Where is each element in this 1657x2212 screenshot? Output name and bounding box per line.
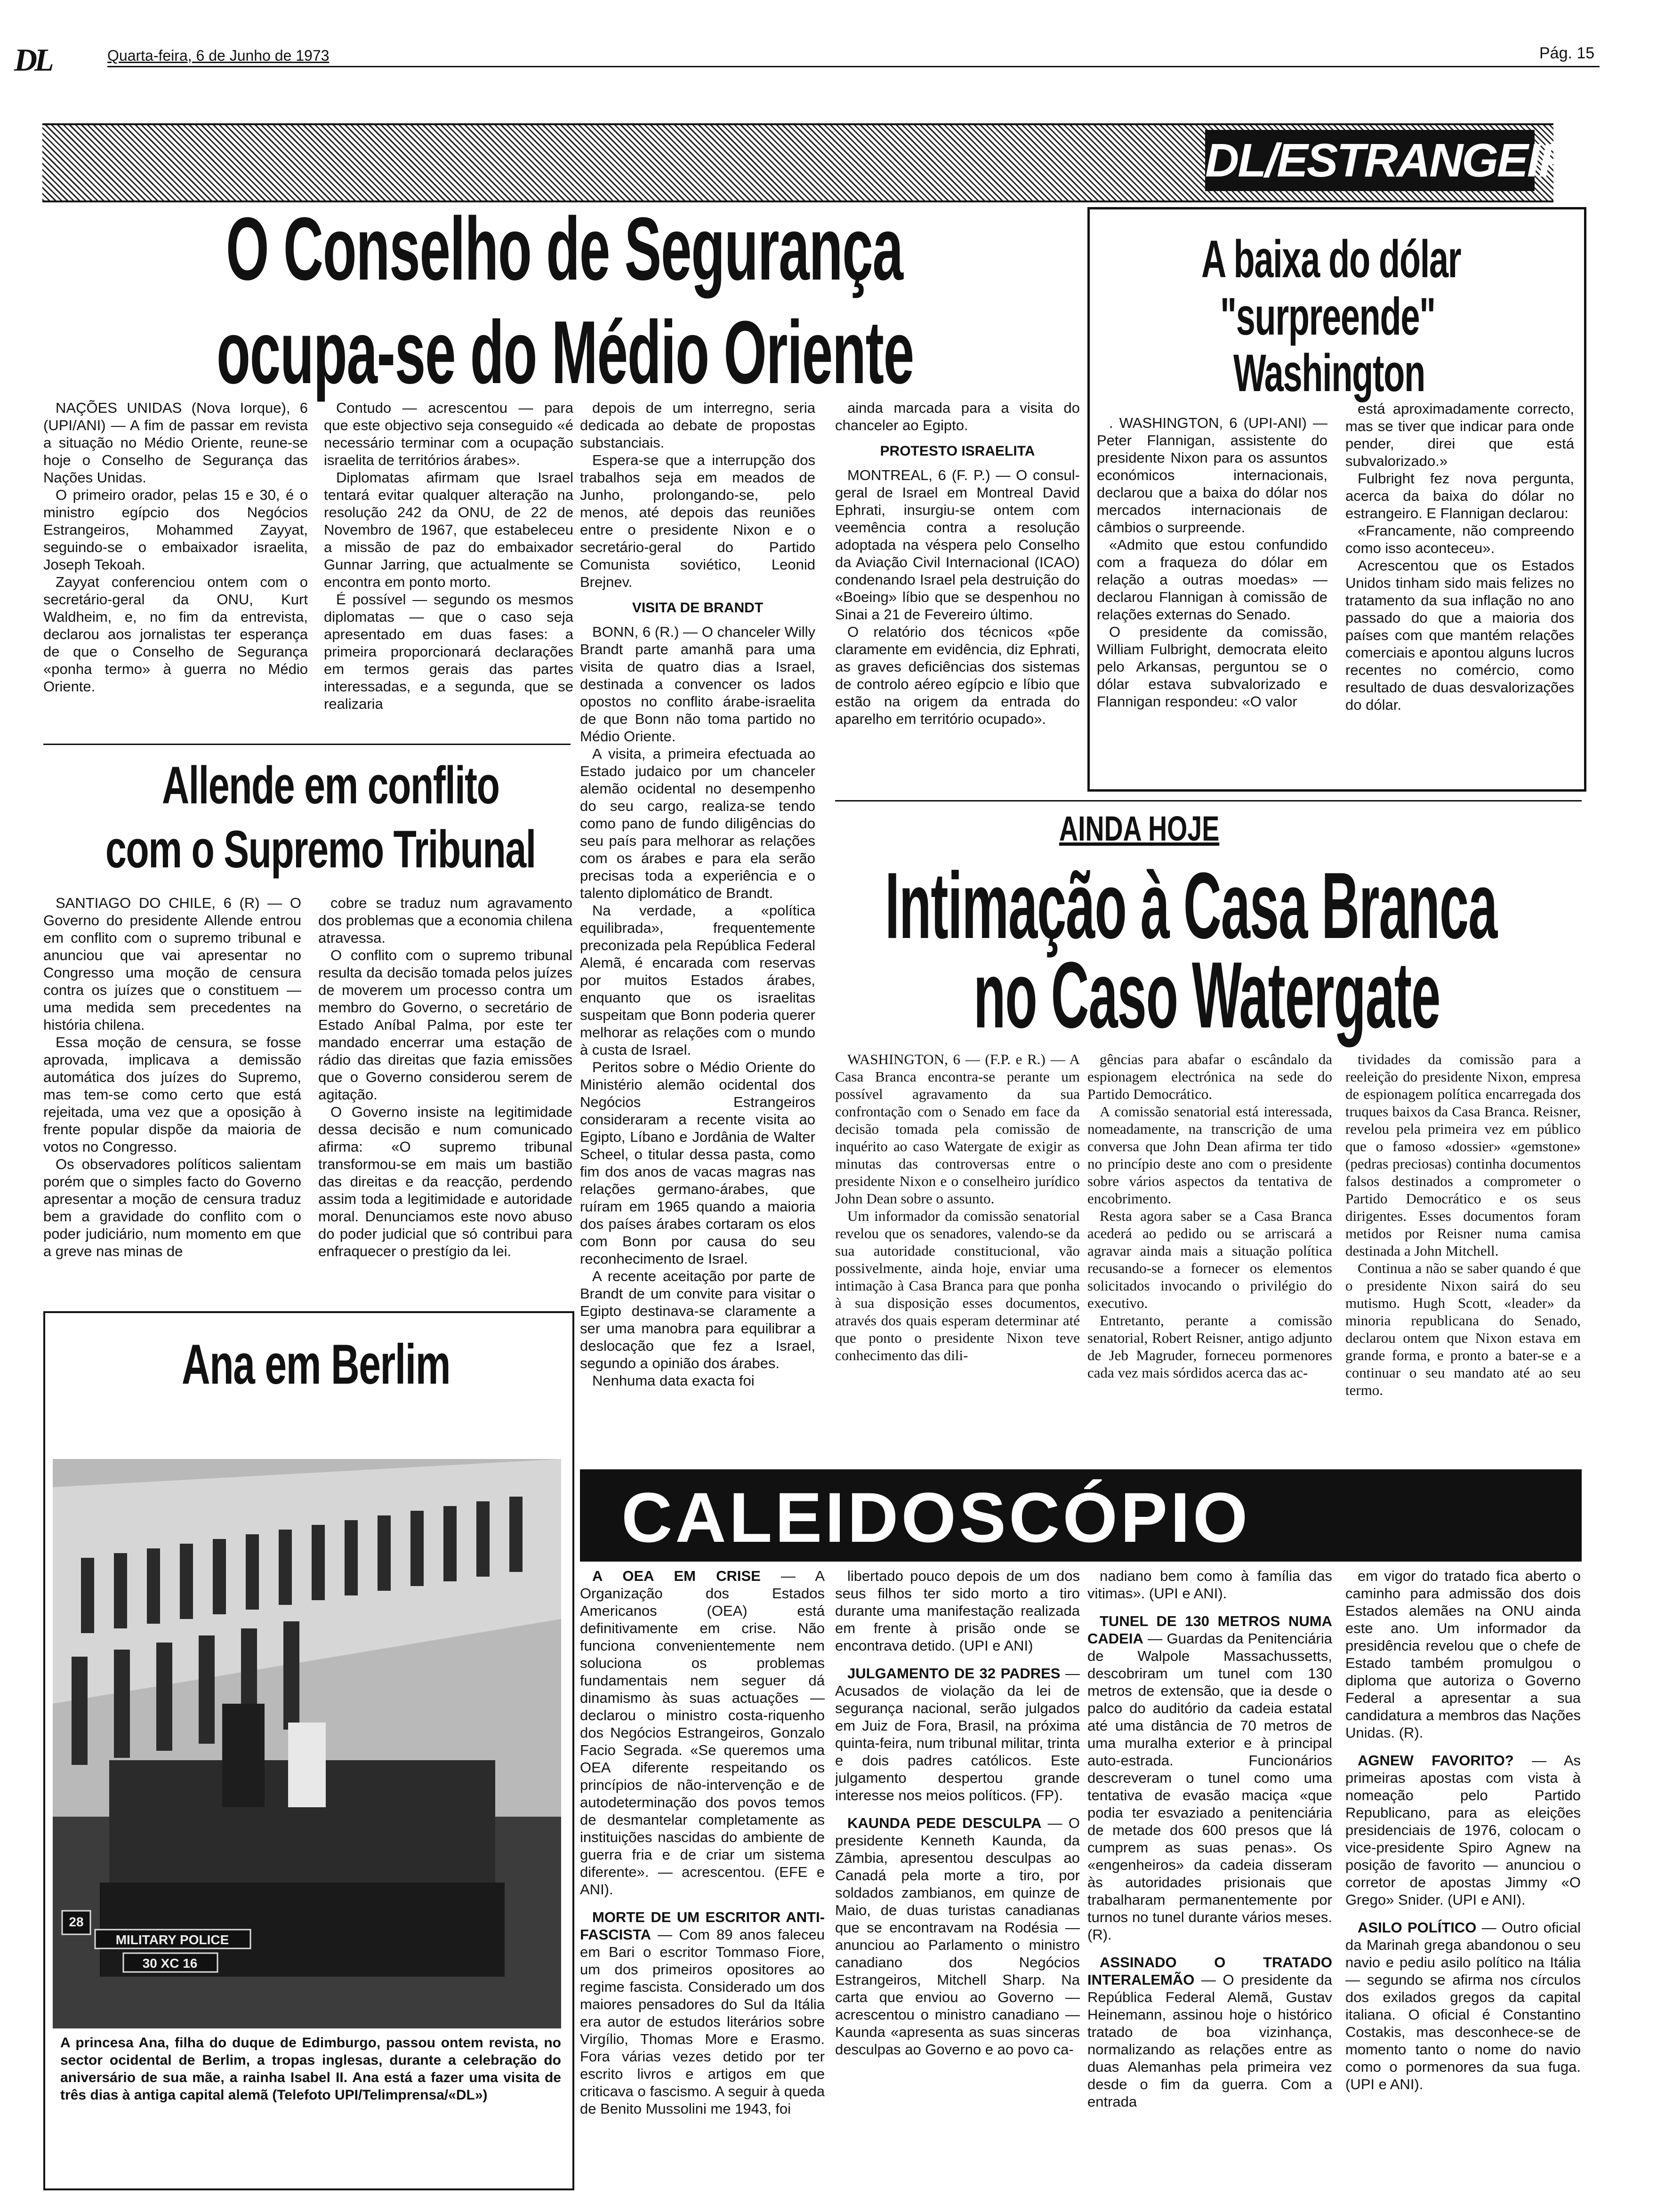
watergate-title-1: Intimação à Casa Branca [885, 853, 1497, 958]
cal-item-head: A OEA EM CRISE [592, 1568, 761, 1584]
watergate-rule [835, 800, 1582, 801]
cal-item-text: em vigor do tratado fica aberto o caminho para admissão dos dois Estados alemães na ONU ainda este ano. Um informador da presidência revelou que o chefe de Estado também promulgou o diploma que autoriza o Governo Federal a apresentar a sua candidatura a membros das Nações Unidas. (R). [1345, 1568, 1581, 1741]
plate-military-police: MILITARY POLICE [115, 1932, 229, 1947]
ana-caption [60, 2034, 561, 2180]
dolar-title-2: "surpreende" [1220, 287, 1435, 346]
caleidoscopio-title: CALEIDOSCÓPIO [621, 1478, 1251, 1557]
cal-item [1087, 1567, 1332, 1602]
paragraph: Os observadores políticos salientam porém que o simples facto do Governo apresentar a moção de censura traduz bem a gravidade do conflito com o poder judiciário, num momento em que a greve nas minas de [43, 1156, 301, 1259]
cal-item-text: — O presidente Kenneth Kaunda, da Zâmbia, apresentou desculpas ao Canadá pela morte a tiro, por soldados zambianos, em quinze de Maio, de duas turistas canadianas que se encontravam na Rodésia — anunciou ao Parlamento o ministro canadiano dos Negócios Estrangeiros, Mitchell Sharp. Na carta que enviou ao Governo — acrescentou o ministro canadiano — Kaunda «apresenta as suas sinceras desculpas ao Governo e ao povo ca- [835, 1815, 1080, 2058]
paragraph: . WASHINGTON, 6 (UPI-ANI) — Peter Flannigan, assistente do presidente Nixon para os assuntos económicos internacionais, declarou que a baixa do dólar nos mercados internacionais de câmbios o surpreende. [1097, 415, 1327, 536]
plate-side: 28 [69, 1915, 84, 1929]
paragraph: «Admito que estou confundido com a fraqueza do dólar em relação a outras moedas» — declarou Flannigan à comissão de relações externas do Senado. [1097, 537, 1327, 623]
cal-item [835, 1567, 1080, 1654]
paragraph: O conflito com o supremo tribunal resulta da decisão tomada pelos juízes de moverem um processo contra um membro do Governo, o secretário de Estado Aníbal Palma, por este ter mandado encerrar uma estação de rádio das direitas que fazia emissões que o Governo considerou serem de agitação. [318, 947, 572, 1103]
paragraph: BONN, 6 (R.) — O chanceler Willy Brandt parte amanhã para uma visita de quatro dias a Israel, destinada a convencer os lados opostos no conflito árabe-israelita de que Bonn não toma partido no Médio Oriente. [580, 624, 815, 745]
paragraph: A comissão senatorial está interessada, nomeadamente, na transcrição de uma conversa que John Dean afirma ter tido no princípio deste ano com o presidente sobre vários aspectos da tentativa de encobrimento. [1087, 1103, 1332, 1207]
cal-item [580, 1908, 825, 2117]
allende-rule [43, 744, 571, 745]
watergate-col-3-content [1345, 1050, 1581, 1451]
cal-item-text: — Guardas da Penitenciária de Walpole Massachussetts, descobriram um tunel com 130 metros de extensão, que ia desde o palco do auditório da cadeia estatal até uma distância de 70 metros de uma muralha exterior e à principal auto-estrada. Funcionários descreveram o tunel como uma tentativa de evasão maciça «que podia ter esvaziado a penitenciária de metade dos 600 presos que lá cumprem as suas penas». Os «engenheiros» da cadeia disseram às autoridades prisionais que trabalharam permanentemente por turnos no tunel durante vários meses. (R). [1087, 1630, 1332, 1943]
paragraph: Espera-se que a interrupção dos trabalhos seja em meados de Junho, prolongando-se, pelo menos, até depois das reuniões entre o presidente Nixon e o secretário-geral do Partido Comunista soviético, Leonid Brejnev. [580, 452, 815, 590]
cal-item-text: — O presidente da República Federal Alemã, Gustav Heinemann, assinou hoje o histórico tratado de boa vizinhança, normalizando as relações entre as duas Alemanhas pela primeira vez desde o fim da guerra. Com a entrada [1087, 1972, 1332, 2110]
dolar-title-1: A baixa do dólar [1201, 230, 1461, 289]
caption-text: A princesa Ana, filha do duque de Edimburgo, passou ontem revista, no sector ocidental de Berlim, a tropas inglesas, durante a celebração do aniversário de sua mãe, a rainha Isabel II. Ana está a fazer uma visita de três dias à antiga capital alemã (Telefoto UPI/Telimprensa/«DL») [60, 2035, 561, 2103]
dolar-title-3: Washington [1233, 344, 1425, 402]
paragraph: Um informador da comissão senatorial revelou que os senadores, valendo-se da sua autoridade constitucional, vão possivelmente, ainda hoje, enviar uma intimação à Casa Branca para que ponha à sua disposição esses documentos, através dos quais esperam determinar até que ponto o presidente Nixon teve conhecimento das dili- [835, 1208, 1080, 1363]
visita-subheading: VISITA DE BRANDT [632, 600, 764, 616]
paragraph: «Francamente, não compreendo como isso aconteceu». [1345, 522, 1574, 556]
cal-item [1345, 1567, 1581, 1741]
paragraph: Contudo — acrescentou — para que este objectivo seja conseguido «é necessário terminar com a ocupação israelita de territórios árabes». [324, 400, 573, 468]
cal-item-head: MORTE DE UM ESCRITOR ANTI-FASCISTA [580, 1909, 825, 1943]
plate-number: 30 XC 16 [142, 1956, 198, 1971]
paragraph: cobre se traduz num agravamento dos problemas que a economia chilena atravessa. [318, 895, 572, 946]
cal-item [835, 1665, 1080, 1804]
allende-title-1: Allende em conflito [162, 756, 499, 815]
paragraph: É possível — segundo os mesmos diplomatas — que o caso seja apresentado em duas fases: a primeira proporcionará declarações em termos gerais das partes interessadas, e a segunda, que se realizaria [324, 591, 573, 712]
conselho-col-4 [835, 399, 1080, 804]
paragraph: Nenhuma data exacta foi [592, 1372, 755, 1389]
paragraph: NAÇÕES UNIDAS (Nova Iorque), 6 (UPI/ANI) — A fim de passar em revista a situação no Médio Oriente, reune-se hoje o Conselho de Segurança das Nações Unidas. [43, 400, 308, 486]
conselho-title-1: O Conselho de Segurança [226, 199, 903, 299]
cal-item-head: ASSINADO O TRATADO INTERALEMÃO [1087, 1954, 1332, 1988]
cal-item-head: JULGAMENTO DE 32 PADRES [847, 1665, 1061, 1682]
watergate-col-1 [835, 1050, 1080, 1451]
cal-item-head: TUNEL DE 130 METROS NUMA CADEIA [1087, 1613, 1332, 1647]
paragraph: O presidente da comissão, William Fulbright, democrata eleito pelo Arkansas, perguntou se o dólar estava subvalorizado e Flannigan respondeu: «O valor [1097, 624, 1327, 710]
cal-item [1087, 1954, 1332, 2110]
page-number: Pág. 15 [1539, 44, 1595, 62]
paragraph: MONTREAL, 6 (F. P.) — O consul-geral de Israel em Montreal David Ephrati, insurgiu-se ontem com veemência contra a resolução adoptada na véspera pelo Conselho da Aviação Civil Internacional (ICAO) condenando Israel pela destruição do «Boeing» líbio que se despenhou no Sinai a 21 de Fevereiro último. [835, 467, 1080, 623]
paragraph: Na verdade, a «política equilibrada», frequentemente preconizada pela República Federal Alemã, é encarada com reservas por muitos Estados árabes, enquanto que os israelitas suspeitam que Bonn poderia querer melhorar as relações com o mundo à custa de Israel. [580, 902, 815, 1058]
paragraph: Fulbright fez nova pergunta, acerca da baixa do dólar no estrangeiro. E Flannigan declarou: [1345, 470, 1574, 521]
paragraph: Diplomatas afirmam que Israel tentará evitar qualquer alteração na resolução 242 da ONU, de 22 de Novembro de 1967, que estabeleceu a missão de paz do embaixador Gunnar Jarring, que actualmente se encontra em ponto morto. [324, 469, 573, 590]
allende-col-2 [318, 894, 572, 1299]
cal-item-text: — Outro oficial da Marinah grega abandonou o seu navio e pediu asilo político na Itália — segundo se afirma nos círculos dos exilados gregos da capital italiana. O oficial é Constantino Costakis, mas desconhece-se de momento tanto o nome do navio como o pormenores da sua fuga. (UPI e ANI). [1345, 1919, 1581, 2092]
paragraph: tividades da comissão para a reeleição do presidente Nixon, empresa de espionagem política encarregada dos truques baixos da Casa Branca. Reisner, revelou pela primeira vez em público que o famoso «dossier» «gemstone» (pedras preciosas) continha documentos falsos destinados a comprometer o Partido Democrático e os seus dirigentes. Esses documentos foram metidos por Reisner numa camisa destinada a John Mitchell. [1345, 1051, 1581, 1259]
section-banner-text: DL/ESTRANGEIRO [1205, 134, 1607, 187]
paragraph: Zayyat conferenciou ontem com o secretário-geral da ONU, Kurt Waldheim, e, no fim da entrevista, declarou aos jornalistas ter esperança de que o Conselho de Segurança «ponha termo» à guerra no Médio Oriente. [43, 574, 308, 695]
watergate-title-2: no Caso Watergate [973, 943, 1440, 1048]
cal-item [1345, 1919, 1581, 2093]
cal-item-head: AGNEW FAVORITO? [1358, 1752, 1514, 1769]
cal-col-1 [580, 1567, 825, 2193]
conselho-col-1 [43, 399, 308, 738]
dolar-col-2 [1345, 400, 1574, 781]
conselho-title-2: ocupa-se do Médio Oriente [217, 303, 914, 402]
paragraph: Entretanto, perante a comissão senatorial, Robert Reisner, antigo adjunto de Jeb Magruder, forneceu pormenores cada vez mais sórdidos acerca das ac- [1087, 1312, 1332, 1381]
conselho-col-2 [324, 399, 573, 738]
cal-item-head: ASILO POLÍTICO [1358, 1919, 1477, 1936]
paragraph: ainda marcada para a visita do chanceler ao Egipto. [835, 400, 1080, 433]
cal-item-text: — Acusados de violação da lei de segurança nacional, serão julgados em Juiz de Fora, Brasil, na próxima quinta-feira, num tribunal militar, trinta e dois padres católicos. Este julgamento despertou grande interesse nos meios políticos. (FP). [835, 1665, 1080, 1803]
paragraph: SANTIAGO DO CHILE, 6 (R) — O Governo do presidente Allende entrou em conflito com o supremo tribunal e anunciou que vai apresentar no Congresso uma moção de censura contra os juízes que o constituem — uma medida sem precedentes na história chilena. [43, 895, 301, 1033]
dolar-col-1 [1097, 414, 1327, 781]
cal-item-head: KAUNDA PEDE DESCULPA [847, 1815, 1042, 1831]
cal-item [835, 1814, 1080, 2058]
header-rule [107, 66, 1600, 67]
cal-col-3 [1087, 1567, 1332, 2193]
protesto-subheading: PROTESTO ISRAELITA [880, 443, 1035, 459]
ana-title: Ana em Berlim [182, 1333, 450, 1396]
paragraph: está aproximadamente correcto, mas se tiver que indicar para onde pender, direi que está subvalorizado.» [1345, 401, 1574, 469]
paragraph: Resta agora saber se a Casa Branca acederá ao pedido ou se arriscará a agravar ainda mais a situação política recusando-se a fornecer os elementos solicitados invocando o privilégio do executivo. [1087, 1208, 1332, 1311]
cal-col-2 [835, 1567, 1080, 2193]
watergate-col-2 [1087, 1050, 1332, 1451]
cal-item-text: — A Organização dos Estados Americanos (OEA) está definitivamente em crise. Não funciona convenientemente nem soluciona os problemas fundamentais nem seguer dá dinamismo às suas actuações — declarou o ministro costa-riquenho dos Negócios Estrangeiros, Gonzalo Facio Segrada. «Se queremos uma OEA diferente respeitando os princípios de não-intervenção e de autodeterminação dos povos temos de desmantelar completamente as instituições nascidas do ambiente de guerra fria e de criar um sistema diferente». — acrescentou. (EFE e ANI). [580, 1568, 825, 1898]
cal-col-4 [1345, 1567, 1581, 2193]
paragraph: Peritos sobre o Médio Oriente do Ministério alemão ocidental dos Negócios Estrangeiros consideraram a recente visita ao Egipto, Líbano e Jordânia de Walter Scheel, o titular dessa pasta, como fim dos anos de vacas magras nas relações germano-árabes, que ruíram em 1965 quando a maioria dos países árabes cortaram os elos com Bonn por causa do seu reconhecimento de Israel. [580, 1059, 815, 1267]
header-date: Quarta-feira, 6 de Junho de 1973 [107, 47, 330, 64]
cal-item-text: — As primeiras apostas com vista à nomeação pelo Partido Republicano, para as eleições presidenciais de 1976, colocam o vice-presidente Spiro Agnew na posição de favorito — anunciou o corretor de apostas Jimmy «O Grego» Snider. (UPI e ANI). [1345, 1752, 1581, 1908]
cal-item-text: libertado pouco depois de um dos seus filhos ter sido morto a tiro durante uma manifestação realizada em frente à prisão onde se encontrava detido. (UPI e ANI) [835, 1568, 1080, 1654]
paragraph: Essa moção de censura, se fosse aprovada, implicava a demissão automática dos juízes do Supremo, mas tem-se como certo que está rejeitada, uma vez que a oposição à frente popular dispõe da maioria de votos no Congresso. [43, 1034, 301, 1155]
watergate-kicker: AINDA HOJE [1059, 809, 1220, 848]
paragraph: A recente aceitação por parte de Brandt de um convite para visitar o Egipto destinava-se claramente a ser uma manobra para equilibrar a deslocação que fez a Israel, segundo a opinião dos árabes. [580, 1268, 815, 1371]
allende-col-1 [43, 894, 301, 1299]
logo: DL [14, 42, 51, 78]
paragraph: depois de um interregno, seria dedicada ao debate de propostas substanciais. [580, 400, 815, 451]
allende-title-2: com o Supremo Tribunal [105, 820, 536, 879]
paragraph: A visita, a primeira efectuada ao Estado judaico por um chanceler alemão ocidental no desempenho do seu cargo, realiza-se tendo como pano de fundo diligências do seu país para melhorar as relações com os árabes e para ela serão precisas toda a experiência e o talento diplomático de Brandt. [580, 745, 815, 901]
paragraph: WASHINGTON, 6 — (F.P. e R.) — A Casa Branca encontra-se perante um possível agravamento da sua confrontação com o Senado em face da decisão tomada pela comissão de inquérito ao caso Watergate de exigir as minutas das controversas entre o presidente Nixon e o conselheiro jurídico John Dean sobre o assunto. [835, 1051, 1080, 1207]
paragraph: gências para abafar o escândalo da espionagem electrónica na sede do Partido Democrático. [1087, 1051, 1332, 1102]
cal-item [1345, 1752, 1581, 1908]
cal-item [580, 1567, 825, 1898]
cal-item-text: nadiano bem como à família das vitimas». (UPI e ANI). [1087, 1568, 1332, 1602]
paragraph: O Governo insiste na legitimidade dessa decisão e num comunicado afirma: «O supremo tribunal transformou-se em mais um bastião das direitas e da reacção, perdendo assim toda a legitimidade e autoridade moral. Denunciamos este novo abuso do poder judicial que só contribui para enfraquecer o prestígio da lei. [318, 1104, 572, 1259]
paragraph: Continua a não se saber quando é que o presidente Nixon sairá do seu mutismo. Hugh Scott, «leader» da minoria republicana do Senado, declarou ontem que Nixon estava em grande forma, e pronto a bater-se e a continuar o seu mandato até ao seu termo. [1345, 1260, 1581, 1398]
cal-item [1087, 1612, 1332, 1943]
paragraph: O relatório dos técnicos «põe claramente em evidência, diz Ephrati, as graves deficiências dos sistemas de controlo aéreo egípcio e líbio que estão na origem da entrada do aparelho em território ocupado». [835, 624, 1080, 727]
cal-item-text: — Com 89 anos faleceu em Bari o escritor Tommaso Fiore, um dos primeiros opositores ao regime fascista. Considerado um dos maiores pensadores do Sul da Itália era autor de estudos literários sobre Virgílio, Thomas More e Erasmo. Fora várias vezes detido por ter escrito livros e artigos em que criticava o fascismo. A seguir à queda de Benito Mussolini me 1943, foi [580, 1926, 825, 2117]
paragraph: O primeiro orador, pelas 15 e 30, é o ministro egípcio dos Negócios Estrangeiros, Mohammed Zayyat, seguindo-se o embaixador israelita, Joseph Tekoah. [43, 487, 308, 573]
paragraph: Acrescentou que os Estados Unidos tinham sido mais felizes no tratamento da sua inflação no ano passado do que a maioria dos países com que mantém relações comerciais e apontou alguns lucros recentes no comércio, como resultado de duas desvalorizações do dólar. [1345, 557, 1574, 713]
